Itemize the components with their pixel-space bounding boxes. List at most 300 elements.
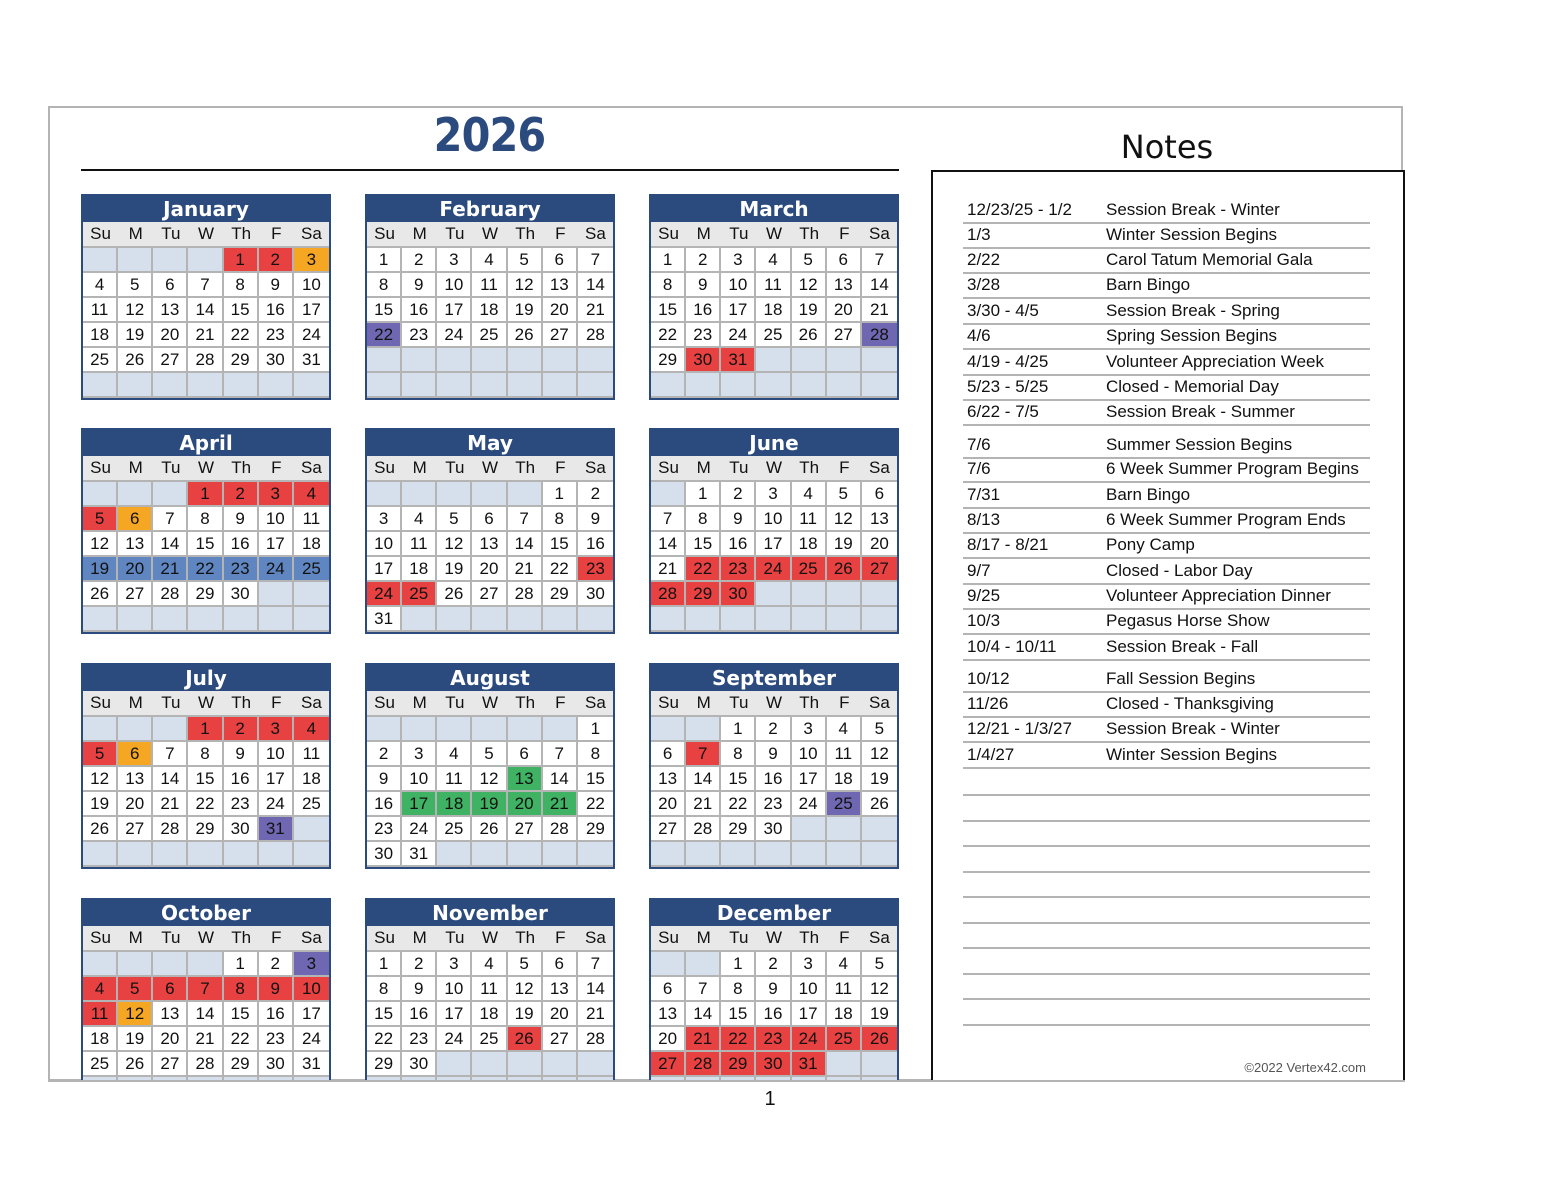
note-description: Session Break - Fall	[1106, 637, 1259, 656]
empty-day-cell	[651, 717, 686, 742]
day-cell: 16	[224, 532, 259, 557]
day-cell: 16	[402, 298, 437, 323]
day-cell: 5	[508, 952, 543, 977]
day-cell: 13	[153, 1002, 188, 1027]
month-title: September	[649, 663, 899, 691]
note-date: 5/23 - 5/25	[967, 377, 1049, 396]
day-cell: 3	[259, 717, 294, 742]
day-cell: 13	[118, 532, 153, 557]
note-description: Session Break - Winter	[1106, 200, 1280, 219]
day-cell: 29	[686, 582, 721, 607]
week-row	[83, 952, 329, 977]
weekday-header-row	[83, 926, 329, 952]
empty-note-line	[963, 794, 1370, 796]
empty-day-cell	[402, 348, 437, 373]
day-cell: 22	[224, 1027, 259, 1052]
empty-day-cell	[259, 842, 294, 867]
day-cell: 27	[827, 323, 862, 348]
day-cell: 31	[294, 1052, 329, 1077]
empty-day-cell	[118, 717, 153, 742]
day-cell: 27	[118, 582, 153, 607]
day-cell: 1	[651, 248, 686, 273]
day-cell: 27	[543, 323, 578, 348]
weekday-label: Th	[508, 222, 543, 248]
day-cell: 19	[118, 323, 153, 348]
week-row	[367, 977, 613, 1002]
day-cell: 5	[827, 482, 862, 507]
weekday-label: Sa	[862, 222, 897, 248]
day-cell: 4	[294, 717, 329, 742]
day-cell: 28	[188, 1052, 223, 1077]
weekday-label: W	[756, 691, 791, 717]
weekday-header-row	[651, 926, 897, 952]
day-cell: 3	[259, 482, 294, 507]
note-date: 6/22 - 7/5	[967, 402, 1039, 421]
day-cell: 30	[259, 1052, 294, 1077]
day-cell: 18	[756, 298, 791, 323]
day-cell: 18	[437, 792, 472, 817]
day-cell: 14	[651, 532, 686, 557]
day-cell: 14	[578, 977, 613, 1002]
day-cell: 16	[686, 298, 721, 323]
day-cell: 24	[756, 557, 791, 582]
empty-note-line	[963, 896, 1370, 898]
week-row	[83, 1002, 329, 1027]
note-entry	[963, 272, 1370, 299]
day-cell: 4	[756, 248, 791, 273]
day-cell: 10	[259, 507, 294, 532]
month-title: June	[649, 428, 899, 456]
day-cell: 22	[686, 557, 721, 582]
empty-day-cell	[792, 607, 827, 632]
empty-day-cell	[578, 1052, 613, 1077]
day-cell: 25	[827, 1027, 862, 1052]
empty-day-cell	[792, 348, 827, 373]
day-cell: 26	[83, 817, 118, 842]
day-cell: 14	[188, 298, 223, 323]
day-cell: 9	[578, 507, 613, 532]
day-cell: 11	[472, 273, 507, 298]
note-date: 10/3	[967, 611, 1001, 630]
day-cell: 28	[153, 582, 188, 607]
empty-day-cell	[508, 1052, 543, 1077]
weekday-label: W	[188, 222, 223, 248]
day-cell: 10	[259, 742, 294, 767]
weekday-label: Tu	[437, 926, 472, 952]
month-october	[81, 898, 331, 1104]
empty-day-cell	[686, 607, 721, 632]
day-cell: 3	[294, 248, 329, 273]
year-title: 2026	[433, 108, 546, 162]
week-row	[83, 507, 329, 532]
week-row	[367, 1002, 613, 1027]
day-cell: 20	[153, 1027, 188, 1052]
day-cell: 14	[153, 767, 188, 792]
weekday-label: Tu	[153, 222, 188, 248]
empty-day-cell	[294, 817, 329, 842]
day-cell: 25	[437, 817, 472, 842]
day-cell: 7	[153, 507, 188, 532]
day-cell: 10	[756, 507, 791, 532]
day-cell: 21	[543, 792, 578, 817]
day-cell: 28	[543, 817, 578, 842]
day-cell: 21	[508, 557, 543, 582]
note-description: Carol Tatum Memorial Gala	[1106, 250, 1313, 269]
day-cell: 5	[118, 977, 153, 1002]
week-row	[651, 607, 897, 632]
day-cell: 3	[437, 248, 472, 273]
note-description: Spring Session Begins	[1106, 326, 1278, 345]
day-cell: 29	[224, 348, 259, 373]
day-cell: 9	[756, 742, 791, 767]
weekday-header-row	[651, 691, 897, 717]
empty-day-cell	[543, 607, 578, 632]
note-description: Winter Session Begins	[1106, 225, 1278, 244]
note-date: 3/30 - 4/5	[967, 301, 1039, 320]
empty-day-cell	[827, 842, 862, 867]
day-cell: 1	[686, 482, 721, 507]
day-cell: 19	[827, 532, 862, 557]
empty-day-cell	[472, 717, 507, 742]
weekday-label: Th	[508, 926, 543, 952]
empty-day-cell	[686, 717, 721, 742]
day-cell: 15	[224, 298, 259, 323]
week-row	[367, 607, 613, 632]
day-cell: 2	[224, 482, 259, 507]
week-row	[367, 323, 613, 348]
weekday-label: W	[472, 456, 507, 482]
day-cell: 7	[188, 977, 223, 1002]
day-cell: 18	[402, 557, 437, 582]
day-cell: 17	[437, 298, 472, 323]
week-row	[651, 348, 897, 373]
empty-day-cell	[862, 348, 897, 373]
day-cell: 6	[153, 977, 188, 1002]
day-cell: 25	[294, 792, 329, 817]
day-cell: 5	[508, 248, 543, 273]
day-cell: 12	[792, 273, 827, 298]
day-cell: 23	[402, 323, 437, 348]
note-entry	[963, 247, 1370, 274]
note-description: Pegasus Horse Show	[1106, 611, 1270, 630]
day-cell: 24	[259, 792, 294, 817]
note-description: Closed - Memorial Day	[1106, 377, 1279, 396]
day-cell: 28	[862, 323, 897, 348]
empty-day-cell	[153, 952, 188, 977]
day-cell: 15	[578, 767, 613, 792]
week-row	[367, 767, 613, 792]
day-cell: 10	[792, 977, 827, 1002]
day-cell: 10	[367, 532, 402, 557]
week-row	[367, 742, 613, 767]
week-row	[651, 532, 897, 557]
weekday-label: F	[259, 456, 294, 482]
note-date: 9/7	[967, 561, 991, 580]
weekday-label: M	[402, 691, 437, 717]
weekday-label: W	[756, 222, 791, 248]
empty-day-cell	[543, 1052, 578, 1077]
note-entry	[963, 742, 1370, 769]
day-cell: 11	[792, 507, 827, 532]
month-title: December	[649, 898, 899, 926]
day-cell: 21	[578, 1002, 613, 1027]
week-row	[651, 767, 897, 792]
weekday-label: W	[472, 926, 507, 952]
empty-day-cell	[721, 607, 756, 632]
day-cell: 21	[188, 323, 223, 348]
month-december	[649, 898, 899, 1104]
week-row	[651, 323, 897, 348]
day-cell: 4	[792, 482, 827, 507]
week-row	[367, 842, 613, 867]
note-entry	[963, 323, 1370, 350]
note-entry	[963, 558, 1370, 585]
day-cell: 19	[508, 298, 543, 323]
day-cell: 23	[224, 557, 259, 582]
day-cell: 9	[721, 507, 756, 532]
day-cell: 24	[259, 557, 294, 582]
day-cell: 29	[543, 582, 578, 607]
empty-day-cell	[721, 842, 756, 867]
empty-day-cell	[827, 348, 862, 373]
month-title: October	[81, 898, 331, 926]
day-cell: 2	[402, 952, 437, 977]
empty-day-cell	[294, 842, 329, 867]
empty-day-cell	[651, 607, 686, 632]
week-row	[83, 717, 329, 742]
day-cell: 5	[862, 952, 897, 977]
empty-day-cell	[543, 717, 578, 742]
empty-day-cell	[367, 482, 402, 507]
day-cell: 5	[83, 507, 118, 532]
day-cell: 25	[472, 323, 507, 348]
empty-day-cell	[437, 717, 472, 742]
day-cell: 26	[862, 1027, 897, 1052]
note-date: 8/17 - 8/21	[967, 535, 1049, 554]
week-row	[83, 792, 329, 817]
day-cell: 5	[437, 507, 472, 532]
empty-day-cell	[827, 1052, 862, 1077]
day-cell: 10	[294, 273, 329, 298]
day-cell: 2	[578, 482, 613, 507]
day-cell: 6	[543, 248, 578, 273]
day-cell: 15	[367, 298, 402, 323]
day-cell: 22	[543, 557, 578, 582]
empty-day-cell	[862, 817, 897, 842]
day-cell: 29	[224, 1052, 259, 1077]
day-cell: 12	[118, 298, 153, 323]
day-cell: 23	[402, 1027, 437, 1052]
day-cell: 9	[259, 273, 294, 298]
empty-day-cell	[367, 348, 402, 373]
day-cell: 9	[224, 742, 259, 767]
weekday-header-row	[651, 222, 897, 248]
day-cell: 14	[686, 767, 721, 792]
day-cell: 31	[402, 842, 437, 867]
weekday-label: Tu	[437, 456, 472, 482]
day-cell: 5	[862, 717, 897, 742]
day-cell: 20	[472, 557, 507, 582]
day-cell: 28	[153, 817, 188, 842]
day-cell: 24	[792, 1027, 827, 1052]
day-cell: 14	[153, 532, 188, 557]
empty-day-cell	[827, 373, 862, 398]
weekday-label: Tu	[153, 456, 188, 482]
day-cell: 3	[721, 248, 756, 273]
empty-day-cell	[862, 373, 897, 398]
day-cell: 23	[259, 1027, 294, 1052]
day-cell: 6	[153, 273, 188, 298]
weekday-label: Su	[651, 222, 686, 248]
empty-day-cell	[508, 717, 543, 742]
week-row	[83, 1052, 329, 1077]
day-cell: 21	[153, 557, 188, 582]
day-cell: 24	[367, 582, 402, 607]
day-cell: 12	[83, 767, 118, 792]
day-cell: 3	[437, 952, 472, 977]
empty-day-cell	[402, 607, 437, 632]
empty-day-cell	[472, 607, 507, 632]
empty-note-line	[963, 973, 1370, 975]
month-august	[365, 663, 615, 869]
week-row	[651, 248, 897, 273]
day-cell: 16	[259, 1002, 294, 1027]
day-cell: 22	[367, 1027, 402, 1052]
day-cell: 30	[721, 582, 756, 607]
day-cell: 8	[367, 273, 402, 298]
day-cell: 30	[367, 842, 402, 867]
day-cell: 3	[756, 482, 791, 507]
empty-day-cell	[651, 373, 686, 398]
day-cell: 18	[294, 532, 329, 557]
day-cell: 19	[472, 792, 507, 817]
day-cell: 25	[827, 792, 862, 817]
day-cell: 17	[792, 767, 827, 792]
note-description: Closed - Thanksgiving	[1106, 694, 1274, 713]
weekday-label: Sa	[294, 222, 329, 248]
weekday-label: Th	[508, 691, 543, 717]
day-cell: 30	[756, 1052, 791, 1077]
day-cell: 14	[508, 532, 543, 557]
note-entry	[963, 222, 1370, 249]
day-cell: 10	[294, 977, 329, 1002]
empty-day-cell	[756, 348, 791, 373]
weekday-label: M	[402, 222, 437, 248]
note-date: 4/6	[967, 326, 991, 345]
weekday-label: Tu	[437, 691, 472, 717]
note-entry	[963, 583, 1370, 610]
week-row	[83, 557, 329, 582]
note-date: 1/4/27	[967, 745, 1015, 764]
day-cell: 16	[756, 1002, 791, 1027]
day-cell: 31	[294, 348, 329, 373]
day-cell: 3	[294, 952, 329, 977]
day-cell: 7	[508, 507, 543, 532]
empty-day-cell	[686, 373, 721, 398]
weekday-label: Th	[224, 926, 259, 952]
day-cell: 8	[224, 273, 259, 298]
day-cell: 21	[153, 792, 188, 817]
week-row	[651, 817, 897, 842]
day-cell: 17	[259, 767, 294, 792]
weekday-label: F	[543, 222, 578, 248]
note-entry	[963, 634, 1370, 661]
day-cell: 15	[721, 767, 756, 792]
day-cell: 17	[294, 298, 329, 323]
month-september	[649, 663, 899, 869]
day-cell: 11	[472, 977, 507, 1002]
note-description: Closed - Labor Day	[1106, 561, 1253, 580]
weekday-label: Th	[792, 691, 827, 717]
weekday-label: M	[686, 456, 721, 482]
weekday-label: M	[686, 926, 721, 952]
weekday-label: Tu	[437, 222, 472, 248]
week-row	[83, 348, 329, 373]
week-row	[651, 842, 897, 867]
day-cell: 8	[721, 742, 756, 767]
day-cell: 14	[188, 1002, 223, 1027]
day-cell: 23	[686, 323, 721, 348]
empty-day-cell	[756, 582, 791, 607]
day-cell: 2	[224, 717, 259, 742]
empty-day-cell	[792, 842, 827, 867]
week-row	[651, 792, 897, 817]
empty-day-cell	[508, 842, 543, 867]
note-entry	[963, 666, 1370, 693]
weekday-label: F	[259, 691, 294, 717]
week-row	[651, 298, 897, 323]
weekday-label: M	[118, 926, 153, 952]
day-cell: 13	[827, 273, 862, 298]
empty-day-cell	[153, 607, 188, 632]
weekday-label: Tu	[153, 926, 188, 952]
note-entry	[963, 507, 1370, 534]
day-cell: 27	[153, 1052, 188, 1077]
day-cell: 19	[862, 1002, 897, 1027]
page-bottom-border	[48, 1080, 1405, 1082]
day-cell: 8	[651, 273, 686, 298]
weekday-header-row	[83, 456, 329, 482]
day-cell: 29	[367, 1052, 402, 1077]
day-cell: 21	[862, 298, 897, 323]
day-cell: 2	[259, 952, 294, 977]
day-cell: 10	[792, 742, 827, 767]
note-date: 10/12	[967, 669, 1010, 688]
week-row	[83, 323, 329, 348]
weekday-label: Tu	[153, 691, 188, 717]
week-row	[83, 273, 329, 298]
note-description: Session Break - Winter	[1106, 719, 1280, 738]
empty-note-line	[963, 1024, 1370, 1026]
empty-day-cell	[508, 482, 543, 507]
day-cell: 7	[651, 507, 686, 532]
weekday-header-row	[367, 222, 613, 248]
day-cell: 27	[862, 557, 897, 582]
weekday-label: Th	[792, 456, 827, 482]
day-cell: 26	[827, 557, 862, 582]
day-cell: 1	[721, 717, 756, 742]
empty-day-cell	[756, 607, 791, 632]
day-cell: 14	[686, 1002, 721, 1027]
weekday-label: Th	[224, 691, 259, 717]
day-cell: 17	[437, 1002, 472, 1027]
day-cell: 11	[827, 742, 862, 767]
day-cell: 13	[651, 767, 686, 792]
note-entry	[963, 197, 1370, 224]
day-cell: 4	[472, 952, 507, 977]
week-row	[367, 952, 613, 977]
day-cell: 20	[543, 1002, 578, 1027]
